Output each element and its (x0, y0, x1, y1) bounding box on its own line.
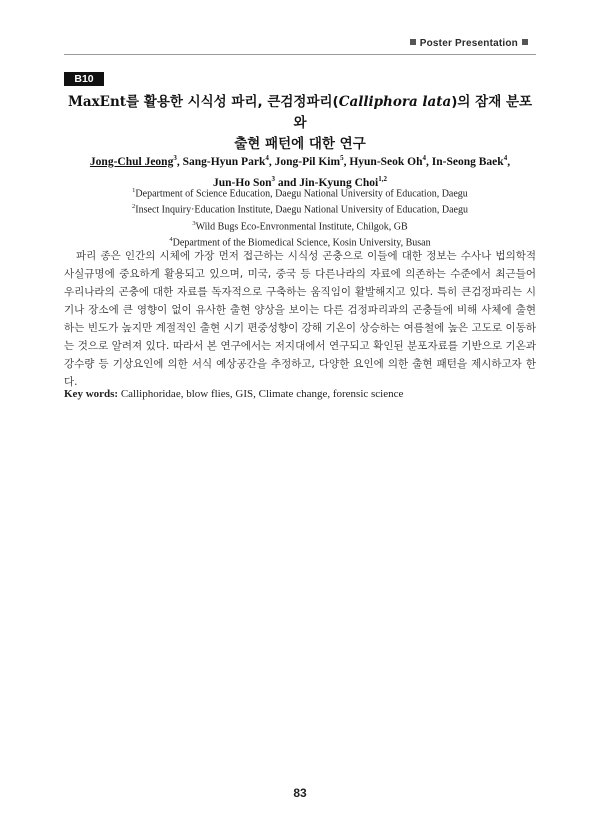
author-name: In-Seong Baek (431, 155, 504, 168)
author-affil-sup: 5 (340, 154, 344, 162)
title-line-2: 출현 패턴에 대한 연구 (234, 136, 366, 152)
affiliation (64, 184, 536, 200)
author-name: Jong-Pil Kim (274, 155, 341, 168)
section-label-text: Poster Presentation (419, 38, 518, 49)
author-name: Jun-Ho Son (213, 176, 272, 189)
affil-sup: 2 (132, 203, 136, 211)
author-affil-sup: 3 (271, 174, 275, 183)
affiliation-list (64, 184, 536, 249)
title-part: )의 잠재 분포와 (293, 94, 533, 131)
affil-sup: 3 (192, 219, 196, 227)
author-sep: , (268, 155, 275, 168)
keywords-text: Calliphoridae, blow flies, GIS, Climate change, forensic science (120, 388, 404, 400)
author-name: Sang-Hyun Park (182, 155, 266, 168)
author-affil-sup: 1,2 (378, 174, 387, 183)
author-name: Hyun-Seok Oh (349, 155, 423, 168)
author-sep: , (426, 155, 432, 168)
title-part: 를 활용한 시식성 파리, 큰검정파리( (126, 94, 339, 110)
square-bullet-icon (522, 39, 528, 45)
affil-sup: 1 (132, 187, 136, 194)
species-name: Calliphora lata (338, 94, 452, 110)
page-number: 83 (293, 786, 307, 800)
author-sep: , (176, 155, 183, 168)
affil-text: Insect Inquiry·Education Institute, Daegu National University of Education, Daegu (135, 204, 468, 216)
keywords-label: Key words: (64, 388, 119, 400)
section-label (406, 38, 532, 49)
author-affil-sup: 4 (422, 154, 427, 162)
author-name: Jin-Kyung Choi (299, 176, 379, 189)
author-name: Jong-Chul Jeong (89, 155, 174, 168)
square-bullet-icon (410, 39, 416, 45)
author-sep: and (275, 176, 300, 189)
affiliation (64, 200, 536, 216)
affil-sup: 4 (169, 235, 173, 243)
affil-text: Department of Science Education, Daegu National University of Education, Daegu (135, 188, 468, 200)
author-sep: , (507, 155, 511, 168)
author-affil-sup: 4 (503, 154, 508, 162)
affil-text: Department of the Biomedical Science, Kosin University, Busan (172, 237, 431, 249)
keywords (64, 388, 536, 400)
abstract-body: 파리 종은 인간의 시체에 가장 먼저 접근하는 시식성 곤충으로 이들에 대한 정보는 수사나 법의학적 사실규명에 중요하게 활용되고 있으며, 미국, 중국 등 다른나라의 자료에 의존하는 수준에서 최근들어 우리나라의 곤충에 대한 자료를 독자적으로 구축하는 움직임이 활발해지고 있다. 특히 큰검정파리는 시기나 장소에 큰 영향이 없이 유사한 출현 양상을 보이는 다른 검정파리과의 곤충들에 비해 사체에 출현하는 빈도가 높지만 계절적인 출현 시기 편중성향이 강해 기온이 상승하는 여름철에 높은 고도로 이동하는 것으로 알려져 있다. 따라서 본 연구에서는 저지대에서 연구되고 확인된 분포자료를 기반으로 기온과 강수량 등 기상요인에 의한 서식 예상공간을 추정하고, 다양한 요인에 의한 출현 패턴을 제시하고자 한다. (64, 250, 536, 388)
author-affil-sup: 3 (173, 154, 177, 162)
author-sep: , (343, 155, 350, 168)
author-affil-sup: 4 (265, 154, 269, 162)
title-part: MaxEnt (67, 94, 127, 110)
poster-id-badge: B10 (64, 72, 104, 86)
affiliation (64, 217, 536, 233)
running-header (64, 38, 536, 55)
affil-text: Wild Bugs Eco-Envronmental Institute, Chilgok, GB (195, 220, 408, 232)
paper-title (64, 92, 536, 155)
